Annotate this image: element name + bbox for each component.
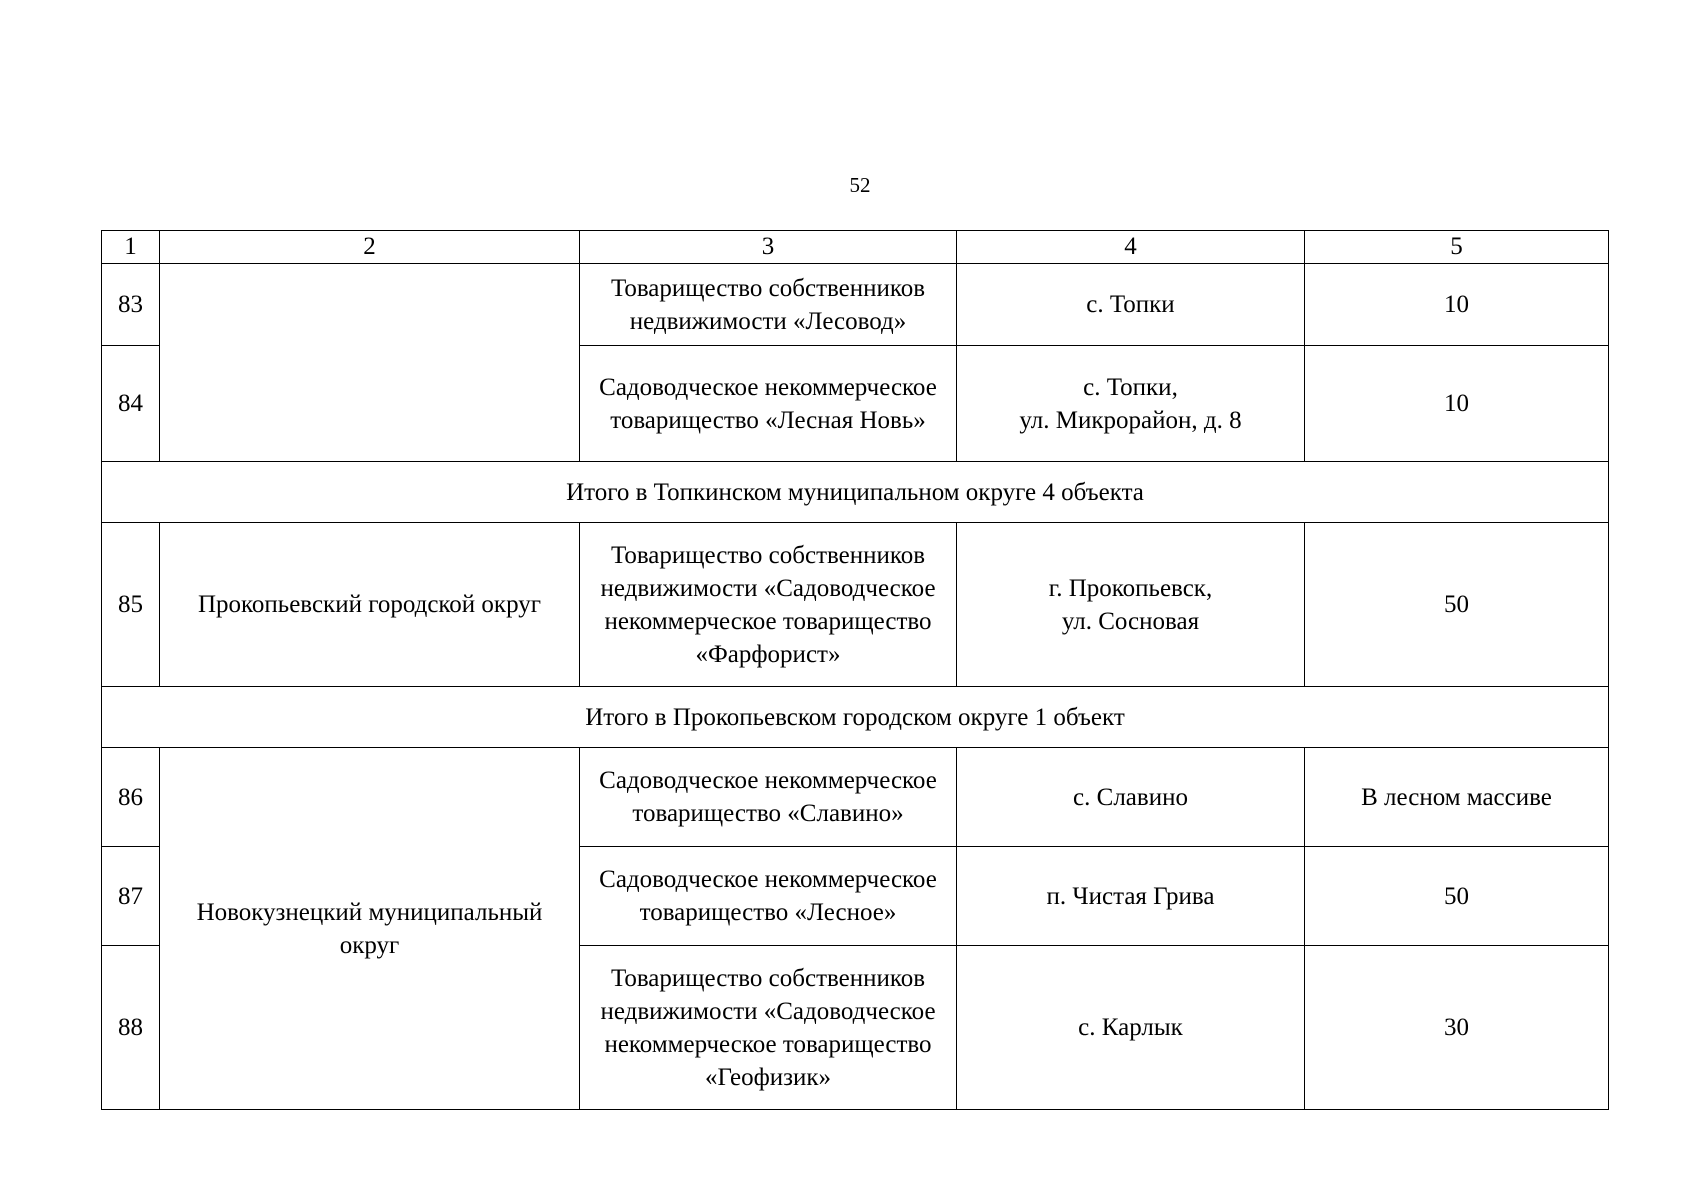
address: п. Чистая Грива [957,847,1305,946]
column-header: 1 [102,231,160,264]
organization-name: Садоводческое некоммерческое товарищество «Лесное» [580,847,957,946]
value: 30 [1305,946,1609,1110]
address: с. Топки [957,264,1305,346]
organization-name: Товарищество собственников недвижимости «Садоводческое некоммерческое товарищество «Фарфорист» [580,523,957,687]
value: В лесном массиве [1305,748,1609,847]
row-number: 83 [102,264,160,346]
organization-name: Товарищество собственников недвижимости «Лесовод» [580,264,957,346]
district-cell: Новокузнецкий муниципальный округ [160,748,580,1110]
summary-topki: Итого в Топкинском муниципальном округе 4 объекта [102,462,1609,523]
district-cell: Прокопьевский городской округ [160,523,580,687]
objects-table [101,230,1609,1110]
value: 10 [1305,346,1609,462]
row-number: 85 [102,523,160,687]
table-row [102,748,1609,847]
value: 10 [1305,264,1609,346]
row-number: 84 [102,346,160,462]
address: с. Карлык [957,946,1305,1110]
row-number: 88 [102,946,160,1110]
column-header: 5 [1305,231,1609,264]
table-row [102,523,1609,687]
address: с. Славино [957,748,1305,847]
organization-name: Садоводческое некоммерческое товарищество «Славино» [580,748,957,847]
row-number: 87 [102,847,160,946]
column-header: 2 [160,231,580,264]
summary-prokopyevsk: Итого в Прокопьевском городском округе 1 объект [102,687,1609,748]
table-row [102,264,1609,346]
address: г. Прокопьевск, ул. Сосновая [957,523,1305,687]
summary-row [102,462,1609,523]
organization-name: Садоводческое некоммерческое товарищество «Лесная Новь» [580,346,957,462]
column-header: 3 [580,231,957,264]
value: 50 [1305,847,1609,946]
district-cell [160,264,580,462]
column-header: 4 [957,231,1305,264]
value: 50 [1305,523,1609,687]
organization-name: Товарищество собственников недвижимости «Садоводческое некоммерческое товарищество «Геофизик» [580,946,957,1110]
address: с. Топки, ул. Микрорайон, д. 8 [957,346,1305,462]
page-number: 52 [849,173,871,197]
row-number: 86 [102,748,160,847]
summary-row [102,687,1609,748]
table-header-row [102,231,1609,264]
